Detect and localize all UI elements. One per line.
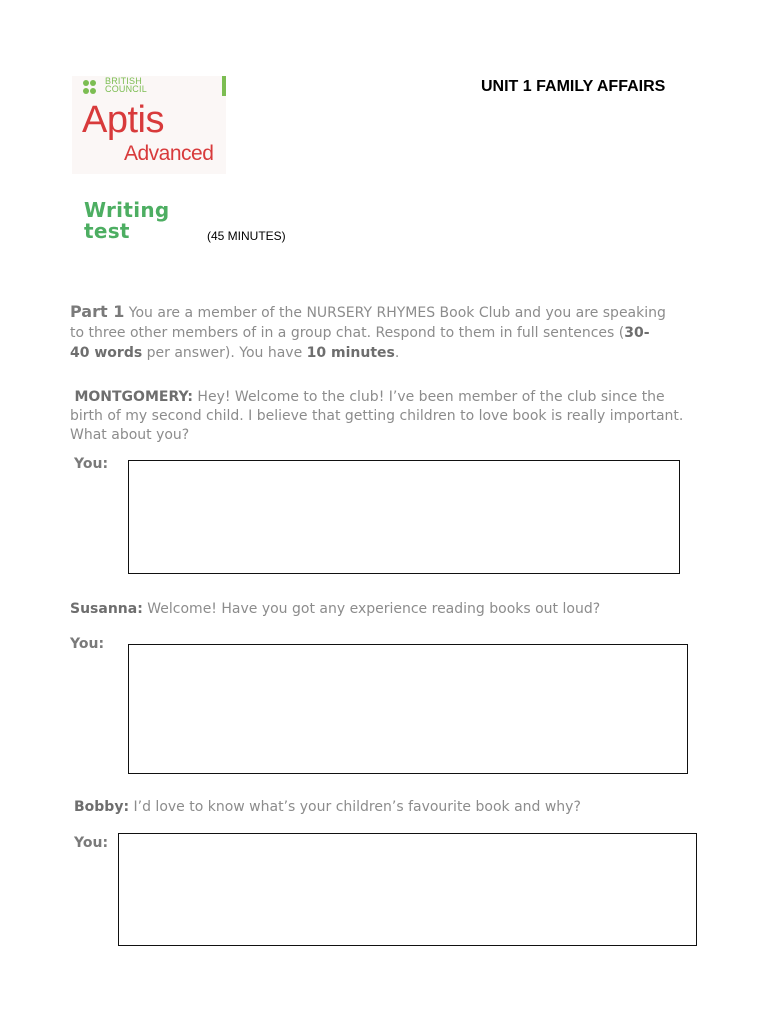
british-council-dots-icon bbox=[82, 79, 102, 95]
aptis-wordmark: Aptis bbox=[82, 99, 164, 141]
word-count: 30- 40 words bbox=[70, 325, 650, 361]
question-bobby bbox=[74, 797, 699, 817]
aptis-logo bbox=[72, 76, 226, 174]
instructions-text-a: You are a member of the NURSERY RHYMES Book Club and you are speaking to three other members of in a group chat. Respond to them in full sentences ( bbox=[70, 305, 666, 341]
test-duration: (45 MINUTES) bbox=[207, 229, 286, 243]
instructions-text-b: per answer). You have bbox=[142, 345, 307, 361]
question-text: Hey! Welcome to the club! I’ve been member of the club since the birth of my second child. I believe that getting children to love book is really important. What about you? bbox=[70, 389, 684, 443]
question-susanna bbox=[70, 599, 695, 619]
speaker-name: Bobby: bbox=[74, 799, 130, 815]
answer-box-2[interactable] bbox=[128, 644, 688, 774]
question-text: Welcome! Have you got any experience reading books out loud? bbox=[142, 601, 601, 617]
advanced-wordmark: Advanced bbox=[124, 142, 214, 165]
writing-test-title: Writing test bbox=[84, 198, 170, 243]
time-limit: 10 minutes bbox=[306, 345, 395, 361]
part-label: Part 1 bbox=[70, 302, 125, 321]
you-label: You: bbox=[74, 835, 109, 851]
answer-box-1[interactable] bbox=[128, 460, 680, 574]
instructions-text-c: . bbox=[394, 345, 400, 361]
speaker-name: Susanna: bbox=[70, 601, 143, 617]
question-text: I’d love to know what’s your children’s favourite book and why? bbox=[129, 799, 581, 815]
you-label: You: bbox=[74, 456, 109, 472]
part-1-instructions bbox=[70, 302, 670, 363]
you-label: You: bbox=[70, 636, 105, 652]
speaker-name: MONTGOMERY: bbox=[74, 389, 193, 405]
british-council-text: BRITISH COUNCIL bbox=[105, 76, 147, 94]
question-montgomery bbox=[70, 388, 695, 445]
answer-box-3[interactable] bbox=[118, 833, 697, 946]
logo-accent-bar bbox=[222, 76, 226, 96]
unit-title: UNIT 1 FAMILY AFFAIRS bbox=[481, 78, 666, 95]
